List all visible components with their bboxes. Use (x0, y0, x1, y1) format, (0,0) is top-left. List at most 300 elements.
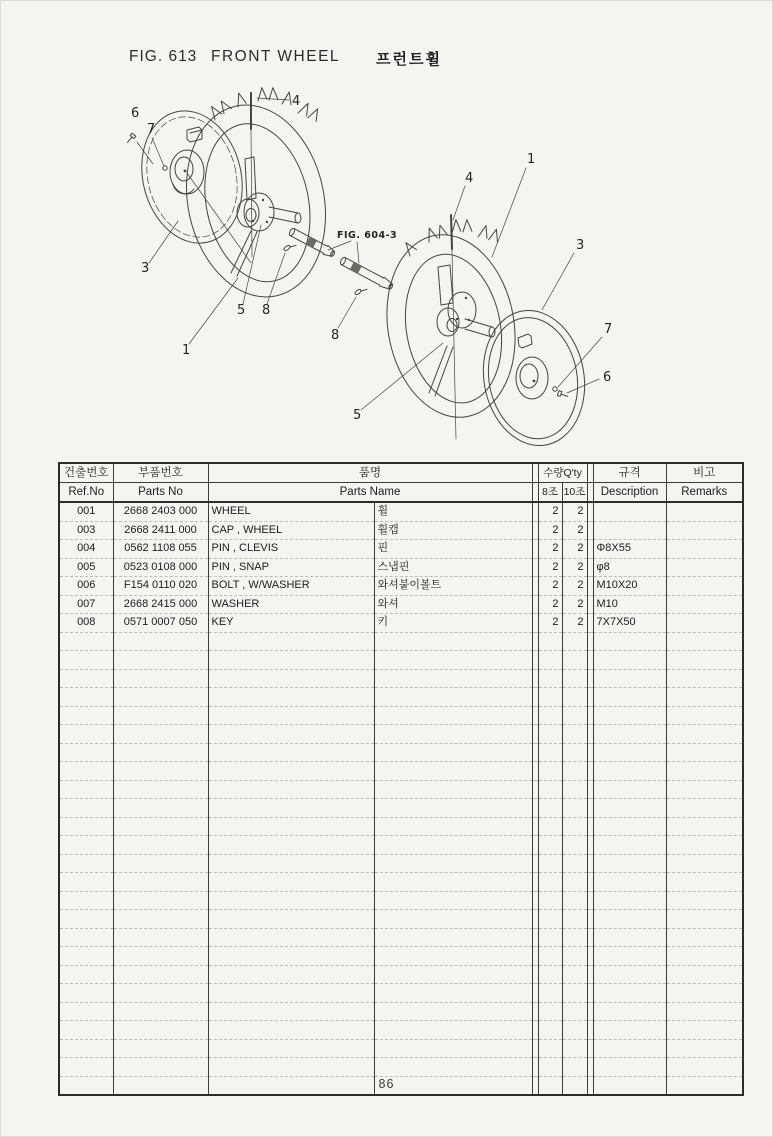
empty-table-row (59, 743, 743, 762)
empty-cell (59, 984, 113, 1003)
empty-cell (113, 891, 208, 910)
callout-label: 8 (262, 303, 271, 318)
qty-10: 2 (562, 614, 587, 633)
exploded-diagram (1, 79, 773, 471)
empty-cell (59, 706, 113, 725)
parts-no: 2668 2411 000 (113, 521, 208, 540)
empty-cell (666, 947, 743, 966)
empty-cell (208, 947, 374, 966)
axle-shaft-lower (339, 256, 395, 292)
parts-no: 0571 0007 050 (113, 614, 208, 633)
qty-8: 2 (538, 502, 562, 521)
empty-cell (374, 706, 532, 725)
empty-cell (113, 799, 208, 818)
empty-cell (538, 632, 562, 651)
empty-cell (59, 873, 113, 892)
empty-cell (666, 836, 743, 855)
callout-right-hub (353, 343, 443, 423)
empty-cell (374, 669, 532, 688)
empty-cell (538, 1058, 562, 1077)
col-parts-no-en: Parts No (113, 483, 208, 503)
empty-table-row (59, 1039, 743, 1058)
empty-cell (538, 762, 562, 781)
empty-cell (374, 1021, 532, 1040)
empty-cell (113, 1039, 208, 1058)
qty-10: 2 (562, 502, 587, 521)
empty-cell (593, 688, 666, 707)
empty-cell (113, 1002, 208, 1021)
col-name-en: Parts Name (208, 483, 532, 503)
empty-cell (593, 1039, 666, 1058)
spec: M10 (593, 595, 666, 614)
empty-cell (374, 1002, 532, 1021)
empty-table-row (59, 836, 743, 855)
empty-cell (593, 965, 666, 984)
empty-cell (593, 799, 666, 818)
empty-table-row (59, 725, 743, 744)
qty-8: 2 (538, 521, 562, 540)
empty-cell (59, 817, 113, 836)
empty-cell (208, 910, 374, 929)
empty-cell (113, 984, 208, 1003)
remarks (666, 540, 743, 559)
empty-table-row (59, 762, 743, 781)
snap-pin-icon (354, 285, 367, 296)
spec: M10X20 (593, 577, 666, 596)
col-name-kr: 품명 (208, 463, 532, 483)
empty-cell (593, 1021, 666, 1040)
figure-number: FIG. 613 (129, 48, 198, 65)
remarks (666, 577, 743, 596)
empty-cell (374, 854, 532, 873)
spec: Φ8X55 (593, 540, 666, 559)
empty-cell (593, 706, 666, 725)
part-row (59, 595, 743, 614)
empty-cell (113, 854, 208, 873)
empty-cell (562, 725, 587, 744)
part-name-kr: 키 (374, 614, 532, 633)
spec: 7X7X50 (593, 614, 666, 633)
wheel-cap-right (473, 302, 595, 453)
empty-cell (59, 651, 113, 670)
bolt-icon (126, 133, 136, 144)
empty-cell (538, 984, 562, 1003)
empty-cell (562, 743, 587, 762)
washer-icon (163, 166, 167, 170)
empty-cell (666, 651, 743, 670)
wheel-lugs (208, 86, 322, 121)
empty-cell (113, 706, 208, 725)
empty-cell (374, 1058, 532, 1077)
ref-no: 003 (59, 521, 113, 540)
callout-label: 4 (292, 94, 301, 109)
empty-cell (59, 854, 113, 873)
empty-cell (374, 799, 532, 818)
callout-label: 1 (527, 152, 536, 167)
parts-no: 0523 0108 000 (113, 558, 208, 577)
empty-cell (666, 910, 743, 929)
empty-cell (374, 817, 532, 836)
col-remarks-en: Remarks (666, 483, 743, 503)
callout-left-pin-clevis (257, 94, 300, 109)
empty-cell (374, 762, 532, 781)
empty-cell (59, 799, 113, 818)
empty-cell (666, 669, 743, 688)
snap-pin-icon (283, 241, 296, 252)
empty-cell (113, 910, 208, 929)
empty-cell (666, 1021, 743, 1040)
empty-cell (666, 817, 743, 836)
bolt-icon (557, 391, 568, 399)
fig-ref (328, 230, 397, 263)
empty-cell (593, 725, 666, 744)
empty-cell (538, 928, 562, 947)
part-row (59, 540, 743, 559)
empty-cell (666, 688, 743, 707)
empty-cell (666, 1039, 743, 1058)
empty-table-row (59, 854, 743, 873)
empty-cell (666, 1002, 743, 1021)
ref-no: 008 (59, 614, 113, 633)
callout-left-cap-washer (147, 122, 167, 170)
empty-table-row (59, 965, 743, 984)
empty-cell (59, 891, 113, 910)
empty-cell (113, 947, 208, 966)
ref-no: 005 (59, 558, 113, 577)
empty-cell (666, 873, 743, 892)
figure-title-kr: 프런트휠 (376, 51, 442, 68)
empty-cell (666, 984, 743, 1003)
empty-cell (538, 836, 562, 855)
col-ref-kr: 건출번호 (59, 463, 113, 483)
empty-cell (113, 836, 208, 855)
front-wheel-drawing (1, 79, 773, 471)
empty-cell (208, 836, 374, 855)
callout-right-wheel (492, 152, 535, 257)
empty-cell (208, 706, 374, 725)
empty-cell (113, 1058, 208, 1077)
empty-cell (562, 817, 587, 836)
empty-cell (593, 743, 666, 762)
header-row-en (59, 483, 743, 503)
empty-cell (59, 632, 113, 651)
empty-cell (538, 780, 562, 799)
empty-cell (562, 854, 587, 873)
empty-cell (113, 725, 208, 744)
empty-table-row (59, 1021, 743, 1040)
empty-cell (666, 706, 743, 725)
empty-cell (374, 873, 532, 892)
part-name-kr: 휠캡 (374, 521, 532, 540)
empty-cell (562, 965, 587, 984)
empty-cell (562, 762, 587, 781)
empty-cell (593, 632, 666, 651)
col-qty-10: 10조 (562, 483, 587, 503)
empty-table-row (59, 928, 743, 947)
empty-cell (59, 836, 113, 855)
empty-cell (562, 780, 587, 799)
empty-cell (562, 1058, 587, 1077)
empty-cell (593, 1058, 666, 1077)
empty-cell (59, 928, 113, 947)
empty-cell (59, 965, 113, 984)
empty-cell (208, 854, 374, 873)
empty-cell (666, 928, 743, 947)
wheel-right (373, 215, 529, 439)
empty-cell (113, 928, 208, 947)
qty-10: 2 (562, 595, 587, 614)
part-name-en: BOLT , W/WASHER (208, 577, 374, 596)
part-name-en: KEY (208, 614, 374, 633)
empty-cell (208, 1021, 374, 1040)
empty-cell (562, 947, 587, 966)
col-qty-8: 8조 (538, 483, 562, 503)
parts-table-header (59, 463, 743, 502)
parts-table-body (59, 502, 743, 1095)
empty-table-row (59, 873, 743, 892)
empty-cell (538, 965, 562, 984)
empty-cell (538, 854, 562, 873)
empty-cell (59, 688, 113, 707)
empty-cell (666, 725, 743, 744)
empty-cell (538, 891, 562, 910)
col-qty: 수량Q'ty (538, 463, 587, 483)
empty-cell (208, 762, 374, 781)
remarks (666, 595, 743, 614)
empty-cell (59, 947, 113, 966)
empty-cell (562, 799, 587, 818)
empty-table-row (59, 1002, 743, 1021)
empty-cell (666, 854, 743, 873)
empty-cell (208, 651, 374, 670)
empty-cell (113, 669, 208, 688)
empty-table-row (59, 1058, 743, 1077)
part-row (59, 558, 743, 577)
ref-no: 007 (59, 595, 113, 614)
qty-8: 2 (538, 614, 562, 633)
empty-cell (208, 799, 374, 818)
empty-cell (59, 669, 113, 688)
empty-cell (113, 688, 208, 707)
page-number: 86 (378, 1077, 395, 1091)
empty-cell (374, 1039, 532, 1058)
empty-cell (593, 984, 666, 1003)
empty-cell (113, 780, 208, 799)
empty-cell (562, 873, 587, 892)
part-name-en: WASHER (208, 595, 374, 614)
part-name-en: PIN , CLEVIS (208, 540, 374, 559)
part-name-en: CAP , WHEEL (208, 521, 374, 540)
ref-no: 006 (59, 577, 113, 596)
washer-icon (553, 387, 557, 391)
empty-cell (374, 965, 532, 984)
qty-10: 2 (562, 558, 587, 577)
empty-table-row (59, 669, 743, 688)
qty-10: 2 (562, 577, 587, 596)
fig-ref-label: FIG. 604-3 (337, 230, 398, 241)
empty-cell (374, 836, 532, 855)
spec: φ8 (593, 558, 666, 577)
empty-cell (593, 928, 666, 947)
empty-cell (208, 1039, 374, 1058)
spec (593, 502, 666, 521)
empty-cell (562, 706, 587, 725)
empty-table-row (59, 891, 743, 910)
parts-no: 2668 2415 000 (113, 595, 208, 614)
empty-cell (113, 743, 208, 762)
callout-left-cap (141, 221, 178, 276)
parts-no: 0562 1108 055 (113, 540, 208, 559)
empty-cell (666, 891, 743, 910)
empty-cell (562, 836, 587, 855)
spec (593, 521, 666, 540)
empty-cell (374, 947, 532, 966)
qty-8: 2 (538, 595, 562, 614)
empty-cell (59, 910, 113, 929)
empty-cell (374, 928, 532, 947)
ref-no: 001 (59, 502, 113, 521)
empty-cell (208, 688, 374, 707)
empty-cell (374, 688, 532, 707)
empty-cell (562, 928, 587, 947)
empty-cell (666, 799, 743, 818)
empty-cell (562, 1039, 587, 1058)
empty-cell (593, 762, 666, 781)
empty-table-row (59, 910, 743, 929)
empty-cell (538, 1039, 562, 1058)
remarks (666, 521, 743, 540)
callout-label: 5 (237, 303, 246, 318)
empty-table-row (59, 984, 743, 1003)
callout-right-cap (542, 238, 584, 310)
remarks (666, 558, 743, 577)
part-name-kr: 와셔 (374, 595, 532, 614)
page-title (1, 48, 772, 72)
empty-table-row (59, 651, 743, 670)
qty-8: 2 (538, 577, 562, 596)
empty-cell (59, 762, 113, 781)
part-row (59, 577, 743, 596)
empty-table-row (59, 799, 743, 818)
col-parts-no-kr: 부품번호 (113, 463, 208, 483)
callout-label: 5 (353, 408, 362, 423)
remarks (666, 614, 743, 633)
empty-cell (59, 1021, 113, 1040)
empty-cell (593, 873, 666, 892)
empty-cell (208, 928, 374, 947)
empty-cell (208, 743, 374, 762)
empty-cell (208, 817, 374, 836)
empty-cell (562, 688, 587, 707)
empty-cell (113, 817, 208, 836)
empty-cell (562, 891, 587, 910)
empty-table-row (59, 688, 743, 707)
empty-cell (538, 1021, 562, 1040)
empty-table-row (59, 706, 743, 725)
part-name-kr: 핀 (374, 540, 532, 559)
empty-cell (208, 632, 374, 651)
part-name-en: WHEEL (208, 502, 374, 521)
figure-title-en: FRONT WHEEL (211, 48, 341, 65)
part-name-kr: 와셔붙이볼트 (374, 577, 532, 596)
empty-cell (59, 1039, 113, 1058)
empty-cell (59, 725, 113, 744)
clevis-pin-right (451, 215, 452, 249)
qty-8: 2 (538, 558, 562, 577)
empty-cell (208, 725, 374, 744)
empty-cell (374, 984, 532, 1003)
part-row (59, 502, 743, 521)
empty-cell (59, 743, 113, 762)
empty-cell (593, 780, 666, 799)
callout-left-wheel (182, 278, 238, 358)
col-remarks-kr: 비고 (666, 463, 743, 483)
empty-cell (593, 817, 666, 836)
empty-cell (538, 669, 562, 688)
col-spec-kr: 규격 (593, 463, 666, 483)
empty-cell (59, 1002, 113, 1021)
empty-cell (113, 651, 208, 670)
empty-table-row (59, 780, 743, 799)
empty-cell (593, 1002, 666, 1021)
part-row (59, 614, 743, 633)
empty-cell (208, 780, 374, 799)
empty-cell (538, 817, 562, 836)
empty-cell (208, 1002, 374, 1021)
ref-no: 004 (59, 540, 113, 559)
empty-cell (593, 651, 666, 670)
empty-cell (59, 1058, 113, 1077)
callout-label: 4 (465, 171, 474, 186)
empty-cell (538, 873, 562, 892)
callout-label: 1 (182, 343, 191, 358)
part-row (59, 521, 743, 540)
callout-axle-snap-pin (331, 285, 367, 343)
empty-cell (59, 780, 113, 799)
col-spec-en: Description (593, 483, 666, 503)
empty-table-row (59, 817, 743, 836)
callout-label: 8 (331, 328, 340, 343)
empty-cell (593, 910, 666, 929)
empty-cell (113, 632, 208, 651)
callout-label: 7 (147, 122, 156, 137)
empty-cell (374, 725, 532, 744)
empty-cell (374, 780, 532, 799)
empty-cell (666, 965, 743, 984)
empty-cell (593, 836, 666, 855)
callout-label: 6 (131, 106, 140, 121)
empty-cell (208, 873, 374, 892)
empty-cell (208, 984, 374, 1003)
wheel-left (169, 86, 342, 310)
empty-table-row (59, 947, 743, 966)
part-name-en: PIN , SNAP (208, 558, 374, 577)
empty-cell (562, 910, 587, 929)
empty-cell (593, 669, 666, 688)
empty-cell (666, 780, 743, 799)
empty-cell (538, 706, 562, 725)
callout-label: 7 (604, 322, 613, 337)
empty-cell (562, 651, 587, 670)
col-ref-en: Ref.No (59, 483, 113, 503)
empty-table-row (59, 632, 743, 651)
parts-no: 2668 2403 000 (113, 502, 208, 521)
empty-cell (666, 762, 743, 781)
remarks (666, 502, 743, 521)
empty-cell (538, 743, 562, 762)
empty-cell (593, 854, 666, 873)
parts-no: F154 0110 020 (113, 577, 208, 596)
